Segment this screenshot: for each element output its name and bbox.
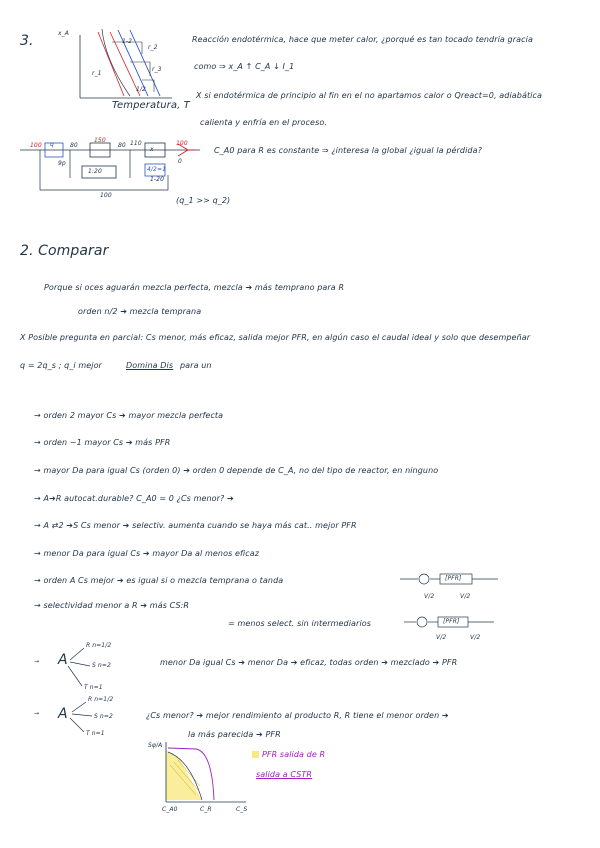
network-species: T n=1 xyxy=(86,730,105,737)
network-arrow: → xyxy=(34,658,40,665)
network-species: A xyxy=(58,652,68,668)
diagram-label: 1-20 xyxy=(150,176,165,183)
network-species: R n=1/2 xyxy=(86,642,112,649)
graph-y-label: x_A xyxy=(58,30,69,37)
bullet-line: → orden ~1 mayor Cs ➔ más PFR xyxy=(34,438,171,447)
note-line: X si endotérmica de principio al fin en el no apartamos calor o Qreact=0, adiabática xyxy=(196,91,543,100)
plot-legend: PFR salida de R xyxy=(262,750,326,759)
note-line: como ⇒ x_A ↑ C_A ↓ I_1 xyxy=(194,62,295,71)
bullet-line: → selectividad menor a R ➔ más CS:R xyxy=(34,601,190,610)
sketch-label: V/2 xyxy=(424,593,435,600)
plot-x-label: C_R xyxy=(200,806,212,813)
network-note: menor Da igual Cs ➔ menor Da ➔ eficaz, todas orden ➔ mezclado ➔ PFR xyxy=(160,658,458,667)
sketch-label: V/2 xyxy=(436,634,447,641)
diagram-label: 100 xyxy=(30,142,42,149)
network-note: ¿Cs menor? ➔ mejor rendimiento al producto R, R tiene el menor orden ➔ xyxy=(146,711,449,720)
network-species: R n=1/2 xyxy=(88,696,114,703)
network-species: S n=2 xyxy=(94,713,113,720)
graph-label: r_2 xyxy=(148,44,158,51)
graph-label: 1/2 xyxy=(136,86,146,93)
comparison-line: X Posible pregunta en parcial: Cs menor, más eficaz, salida mejor PFR, en algún caso el caudal ideal y solo que desempeñar xyxy=(20,333,531,342)
plot-legend: salida a CSTR xyxy=(256,770,313,779)
bullet-subline: = menos select. sin intermediarios xyxy=(228,619,372,628)
section-number: 3. xyxy=(20,33,34,49)
comparison-line: orden n/2 ➔ mezcla temprana xyxy=(78,307,202,316)
graph-label: 1-2 xyxy=(122,38,133,45)
diagram-label: 100 xyxy=(176,140,188,147)
diagram-label: 1:20 xyxy=(88,168,102,175)
graph-x-label: Temperatura, T xyxy=(112,100,190,111)
dominates-label: Domina Dis xyxy=(126,361,174,370)
sketch-label: [PFR] xyxy=(445,575,462,582)
comparison-line: Porque si oces aguarán mezcla perfecta, mezcla ➔ más temprano para R xyxy=(44,283,345,292)
diagram-label: 9p xyxy=(58,160,66,167)
graph-label: r_1 xyxy=(92,70,102,77)
dominates-suffix: para un xyxy=(180,361,212,370)
plot-x-label: C_A0 xyxy=(162,806,178,813)
diagram-label: 0 xyxy=(178,158,182,165)
diagram-label: x xyxy=(150,146,154,153)
plot-x-label: C_S xyxy=(236,806,248,813)
diagram-label: q xyxy=(50,141,54,148)
diagram-label: 80 xyxy=(118,142,126,149)
diagram-question: C_A0 para R es constante ⇒ ¿interesa la global ¿igual la pérdida? xyxy=(214,146,482,155)
bullet-line: → orden 2 mayor Cs ➔ mayor mezcla perfecta xyxy=(34,411,224,420)
network-species: A xyxy=(58,706,68,722)
note-line: Reacción endotérmica, hace que meter calor, ¿porqué es tan tocado tendría gracia xyxy=(192,35,533,44)
diagram-label: 4/2=1 xyxy=(147,166,167,173)
comparison-line: q = 2q_s ; q_i mejor xyxy=(20,361,102,370)
plot-y-label: Sφ/A xyxy=(148,742,163,749)
sketch-label: [PFR] xyxy=(443,618,460,625)
sketch-label: V/2 xyxy=(470,634,481,641)
diagram-label: 80 xyxy=(70,142,78,149)
diagram-label: 150 xyxy=(94,137,106,144)
bullet-line: → menor Da para igual Cs ➔ mayor Da al menos eficaz xyxy=(34,549,260,558)
sketch-label: V/2 xyxy=(460,593,471,600)
diagram-result: (q_1 >> q_2) xyxy=(176,196,231,205)
network-species: T n=1 xyxy=(84,684,103,691)
bullet-line: → orden A Cs mejor ➔ es igual si o mezcla temprana o tanda xyxy=(34,576,284,585)
note-line: calienta y enfría en el proceso. xyxy=(200,118,327,127)
bullet-line: → A➔R autocat.durable? C_A0 = 0 ¿Cs menor? ➔ xyxy=(34,494,234,503)
diagram-label: 100 xyxy=(100,192,112,199)
section-title: 2. Comparar xyxy=(20,243,109,259)
bullet-line: → A ⇄2 ➔S Cs menor ➔ selectiv. aumenta cuando se haya más cat.. mejor PFR xyxy=(34,521,357,530)
network-species: S n=2 xyxy=(92,662,111,669)
diagram-label: 110 xyxy=(130,140,142,147)
network-note: la más parecida ➔ PFR xyxy=(188,730,281,739)
bullet-line: → mayor Da para igual Cs (orden 0) ➔ orden 0 depende de C_A, no del tipo de reactor, en ninguno xyxy=(34,466,439,475)
network-arrow: → xyxy=(34,710,40,717)
graph-label: r_3 xyxy=(152,66,162,73)
